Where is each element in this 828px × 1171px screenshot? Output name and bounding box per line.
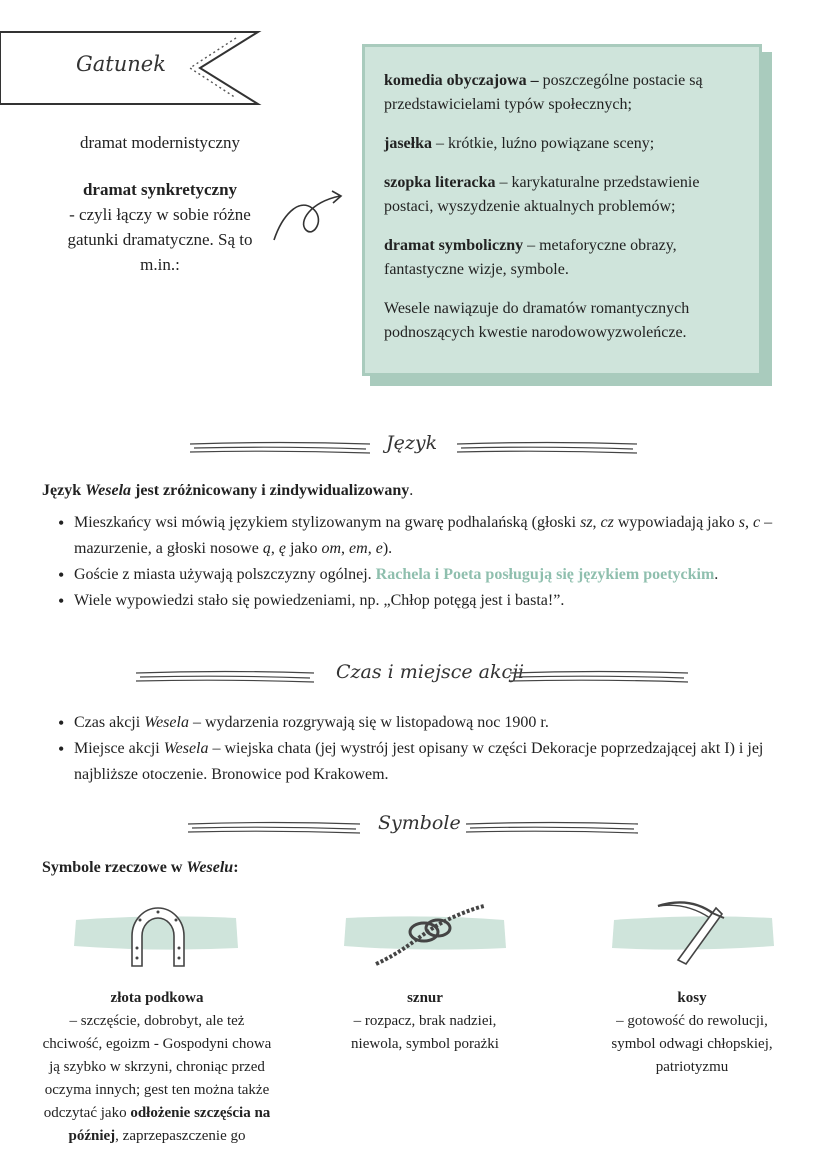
gatunek-label: Gatunek bbox=[76, 52, 166, 76]
genre-item-4: dramat symboliczny – metaforyczne obrazy, fantastyczne wizje, symbole. bbox=[384, 237, 677, 278]
curly-arrow-icon bbox=[270, 188, 350, 249]
symbol-rope-caption: sznur – rozpacz, brak nadziei, niewola, symbol porażki bbox=[351, 990, 499, 1052]
symbol-horseshoe-caption: złota podkowa – szczęście, dobrobyt, ale też chciwość, egoizm - Gospodyni chowa ją szybko w skrzyni, chroniąc przed oczyma innych; gest ten można także odczytać jako odłożenie szczęścia na później, zaprzepaszczenie go bbox=[42, 990, 272, 1144]
jezyk-list bbox=[42, 510, 802, 614]
header-lines-left bbox=[188, 821, 360, 835]
genre-item-3: szopka literacka – karykaturalne przedstawienie postaci, wyszydzenie aktualnych problemów; bbox=[384, 174, 700, 215]
header-lines-right bbox=[510, 670, 688, 684]
header-lines-left bbox=[136, 670, 314, 684]
genre-item-1: komedia obyczajowa – poszczególne postacie są przedstawicielami typów społecznych; bbox=[384, 72, 703, 113]
jezyk-intro: Język Wesela jest zróżnicowany i zindywidualizowany. bbox=[42, 482, 414, 499]
genre-note: Wesele nawiązuje do dramatów romantycznych podnoszących kwestie narodowowyzwoleńcze. bbox=[384, 300, 690, 341]
genre-item-2: jasełka – krótkie, luźno powiązane sceny; bbox=[384, 135, 655, 152]
symbole-intro: Symbole rzeczowe w Weselu: bbox=[42, 859, 239, 876]
jezyk-bullet-3: • Wiele wypowiedzi stało się powiedzeniami, np. „Chłop potęgą jest i basta!”. bbox=[42, 588, 802, 614]
czas-bullet-1: • Czas akcji Wesela – wydarzenia rozgrywają się w listopadową noc 1900 r. bbox=[42, 710, 802, 736]
genre-modernist: dramat modernistyczny bbox=[79, 133, 241, 152]
jezyk-bullet-2: • Goście z miasta używają polszczyzny ogólnej. Rachela i Poeta posługują się językiem poetyckim. bbox=[42, 562, 802, 588]
scythe-icon bbox=[656, 898, 732, 975]
horseshoe-icon bbox=[118, 896, 198, 977]
czas-list bbox=[42, 710, 802, 788]
section-title-jezyk: Język bbox=[386, 432, 438, 454]
symbol-scythe-caption: kosy – gotowość do rewolucji, symbol odwagi chłopskiej, patriotyzmu bbox=[611, 990, 773, 1075]
genre-box bbox=[362, 44, 762, 376]
section-title-symbole: Symbole bbox=[378, 812, 461, 834]
header-lines-right bbox=[457, 441, 637, 455]
czas-bullet-2: • Miejsce akcji Wesela – wiejska chata (jej wystrój jest opisany w części Dekoracje poprzedzającej akt I) i jej najbliższe otoczenie. Bronowice pod Krakowem. bbox=[42, 736, 802, 788]
header-lines-left bbox=[190, 441, 370, 455]
jezyk-bullet-1: • Mieszkańcy wsi mówią językiem stylizowanym na gwarę podhalańską (głoski sz, cz wypowiadają jako s, c – mazurzenie, a głoski nosowe ą, ę jako om, em, e). bbox=[42, 510, 802, 562]
genre-syncretic: dramat synkretyczny - czyli łączy w sobie różne gatunki dramatyczne. Są to m.in.: bbox=[67, 180, 253, 274]
header-lines-right bbox=[466, 821, 638, 835]
rope-knot-icon bbox=[372, 902, 488, 973]
section-title-czas: Czas i miejsce akcji bbox=[336, 661, 525, 683]
